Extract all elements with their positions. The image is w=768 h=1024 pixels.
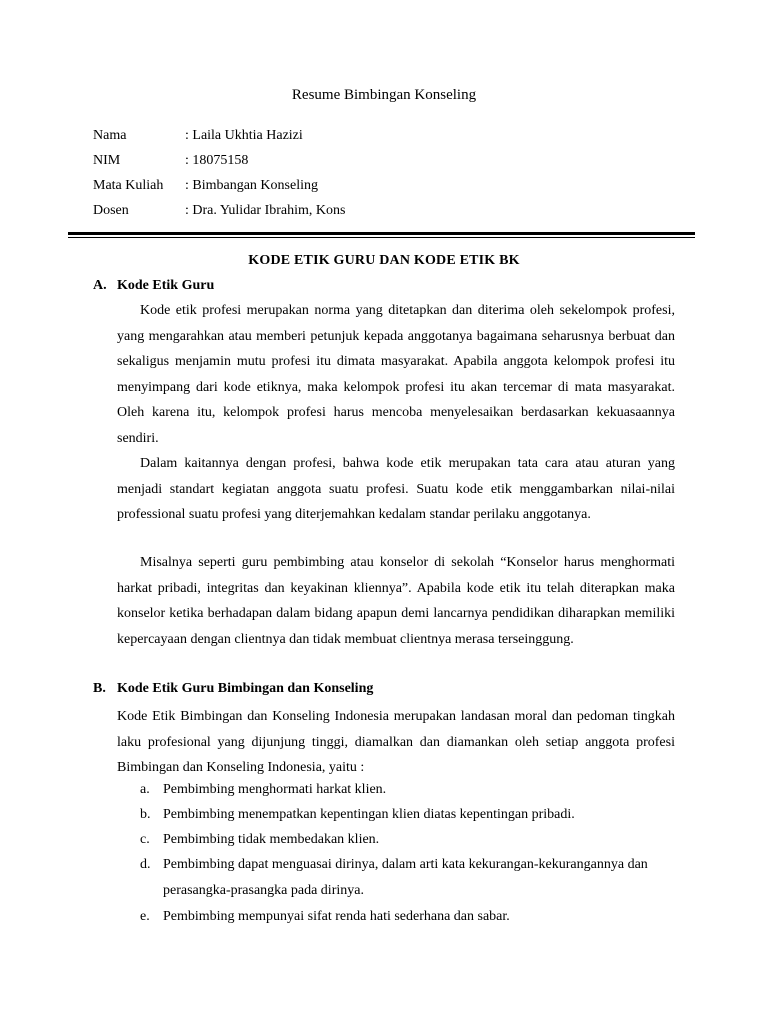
section-title: KODE ETIK GURU DAN KODE ETIK BK bbox=[248, 253, 520, 268]
list-marker: d. bbox=[140, 857, 151, 872]
info-value: : Dra. Yulidar Ibrahim, Kons bbox=[185, 203, 346, 218]
list-item bbox=[140, 827, 680, 853]
list-marker: b. bbox=[140, 807, 151, 822]
heading-marker: A. bbox=[93, 278, 107, 293]
list-marker: c. bbox=[140, 832, 150, 847]
list-text: Pembimbing mempunyai sifat renda hati sederhana dan sabar. bbox=[163, 909, 510, 924]
list-text: Pembimbing menempatkan kepentingan klien diatas kepentingan pribadi. bbox=[163, 807, 575, 822]
info-value: : 18075158 bbox=[185, 153, 249, 168]
header-divider-thick bbox=[68, 232, 695, 235]
paragraph-a1: Kode etik profesi merupakan norma yang ditetapkan dan diterima oleh sekelompok profesi, yang mengarahkan atau memberi petunjuk kepada anggotanya bagaimana seharusnya berbuat dan sekaligus menjamin mutu profesi itu dimata masyarakat. Apabila anggota kelompok profesi itu menyimpang dari kode etiknya, maka kelompok profesi itu akan tercemar di mata masyarakat. Oleh karena itu, kelompok profesi harus mencoba menyelesaikan berdasarkan kekuasaannya sendiri. bbox=[117, 303, 675, 446]
heading-marker: B. bbox=[93, 681, 106, 696]
list-text: Pembimbing dapat menguasai dirinya, dalam arti kata kekurangan-kekurangannya dan perasangka-prasangka pada dirinya. bbox=[163, 857, 648, 898]
info-label: Mata Kuliah bbox=[93, 178, 164, 193]
list-item bbox=[140, 802, 680, 828]
info-value: : Laila Ukhtia Hazizi bbox=[185, 128, 303, 143]
list-text: Pembimbing tidak membedakan klien. bbox=[163, 832, 380, 847]
list-marker: e. bbox=[140, 909, 150, 924]
info-value: : Bimbangan Konseling bbox=[185, 178, 318, 193]
info-label: Dosen bbox=[93, 203, 129, 218]
info-label: Nama bbox=[93, 128, 127, 143]
list-item bbox=[140, 852, 680, 903]
info-label: NIM bbox=[93, 153, 121, 168]
list-item bbox=[140, 777, 680, 803]
header-divider-thin bbox=[68, 237, 695, 238]
document-title: Resume Bimbingan Konseling bbox=[291, 87, 477, 103]
list-item bbox=[140, 904, 680, 930]
list-marker: a. bbox=[140, 782, 150, 797]
list-text: Pembimbing menghormati harkat klien. bbox=[163, 782, 387, 797]
heading-text: Kode Etik Guru Bimbingan dan Konseling bbox=[117, 681, 374, 696]
paragraph-a2: Dalam kaitannya dengan profesi, bahwa kode etik merupakan tata cara atau aturan yang menjadi standart kegiatan anggota suatu profesi. Suatu kode etik menggambarkan nilai-nilai professional suatu profesi yang diterjemahkan kedalam standar perilaku anggotanya. bbox=[117, 456, 675, 522]
paragraph-b-intro: Kode Etik Bimbingan dan Konseling Indonesia merupakan landasan moral dan pedoman tingkah laku profesional yang dijunjung tinggi, diamalkan dan diamankan oleh setiap anggota profesi Bimbingan dan Konseling Indonesia, yaitu : bbox=[117, 709, 675, 775]
heading-text: Kode Etik Guru bbox=[117, 278, 215, 293]
paragraph-a3: Misalnya seperti guru pembimbing atau konselor di sekolah “Konselor harus menghormati harkat pribadi, integritas dan keyakinan kliennya”. Apabila kode etik itu telah diterapkan maka konselor ketika berhadapan dalam bidang apapun demi lancarnya pendidikan diharapkan memiliki kepercayaan dengan clientnya dan tidak membuat clientnya merasa terseinggung. bbox=[117, 555, 675, 647]
